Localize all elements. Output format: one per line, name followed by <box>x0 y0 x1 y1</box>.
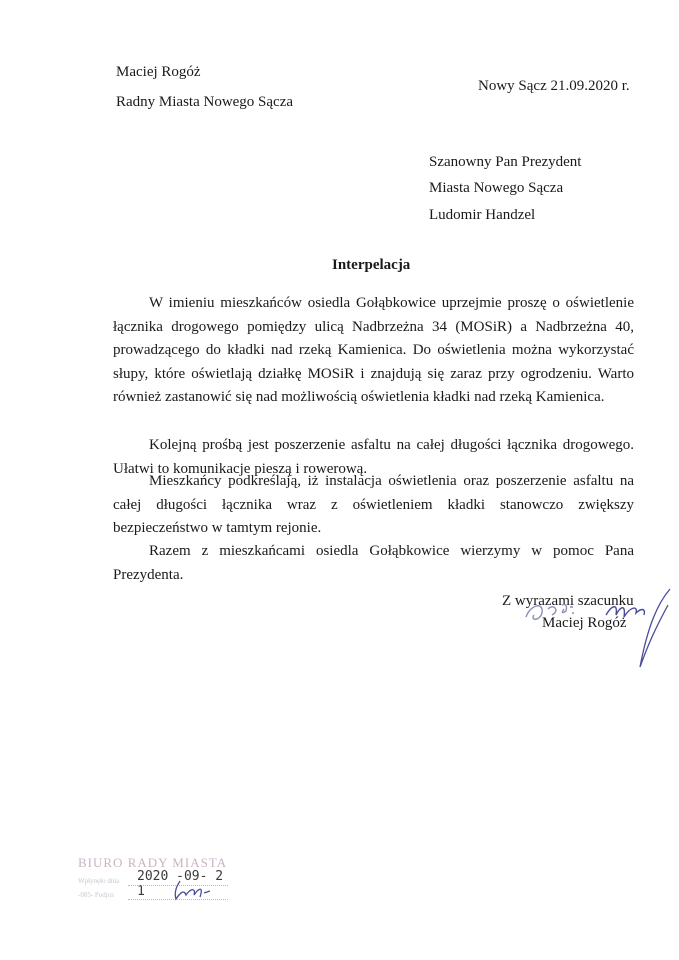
handwritten-signature <box>520 585 679 675</box>
stamp-received-label: Wpłynęło dnia <box>78 877 120 885</box>
stamp-title: BIURO RADY MIASTA <box>78 855 228 870</box>
paragraph-text: Mieszkańcy podkreślają, iż instalacja oświetlenia oraz poszerzenie asfaltu na całej długości łącznika wraz z oświetleniem kładki stanowczo zwiększy bezpieczeństwo w tamtym rejonie. <box>113 473 634 536</box>
sender-name: Maciej Rogóż <box>116 64 201 80</box>
paragraph-text: Kolejną prośbą jest poszerzenie asfaltu na całej długości łącznika drogowego. Ułatwi to komunikacje pieszą i rowerową. <box>113 437 634 477</box>
paragraph-text: W imieniu mieszkańców osiedla Gołąbkowice uprzejmie proszę o oświetlenie łącznika drogowego pomiędzy ulicą Nadbrzeżna 34 (MOSiR) a Nadbrzeżna 40, prowadzącego do kładki nad rzeką Kamienica. Do oświetlenia można wykorzystać słupy, które oświetlają działkę MOSiR i znajdują się zaraz przy ogrodzeniu. Warto również zastanowić się nad możliwością oświetlenia kładki nad rzeką Kamienica. <box>113 295 634 405</box>
body-paragraph <box>113 540 634 587</box>
office-stamp <box>68 855 238 900</box>
signature-name: Maciej Rogóż <box>542 615 627 631</box>
stamp-initials <box>168 877 218 903</box>
recipient-line-3: Ludomir Handzel <box>429 207 536 223</box>
stamp-date: 2020 -09- 2 1 <box>137 869 224 899</box>
stamp-number-label: -085- Podpis <box>78 891 114 899</box>
closing-salutation: Z wyrazami szacunku <box>502 593 634 609</box>
recipient-line-1: Szanowny Pan Prezydent <box>429 154 582 170</box>
body-paragraph <box>113 470 634 541</box>
place-date: Nowy Sącz 21.09.2020 r. <box>478 78 630 94</box>
recipient-line-2: Miasta Nowego Sącza <box>429 180 564 196</box>
document-title: Interpelacja <box>332 257 411 273</box>
paragraph-text: Razem z mieszkańcami osiedla Gołąbkowice wierzymy w pomoc Pana Prezydenta. <box>113 543 634 583</box>
sender-title: Radny Miasta Nowego Sącza <box>116 94 294 110</box>
body-paragraph <box>113 292 634 410</box>
